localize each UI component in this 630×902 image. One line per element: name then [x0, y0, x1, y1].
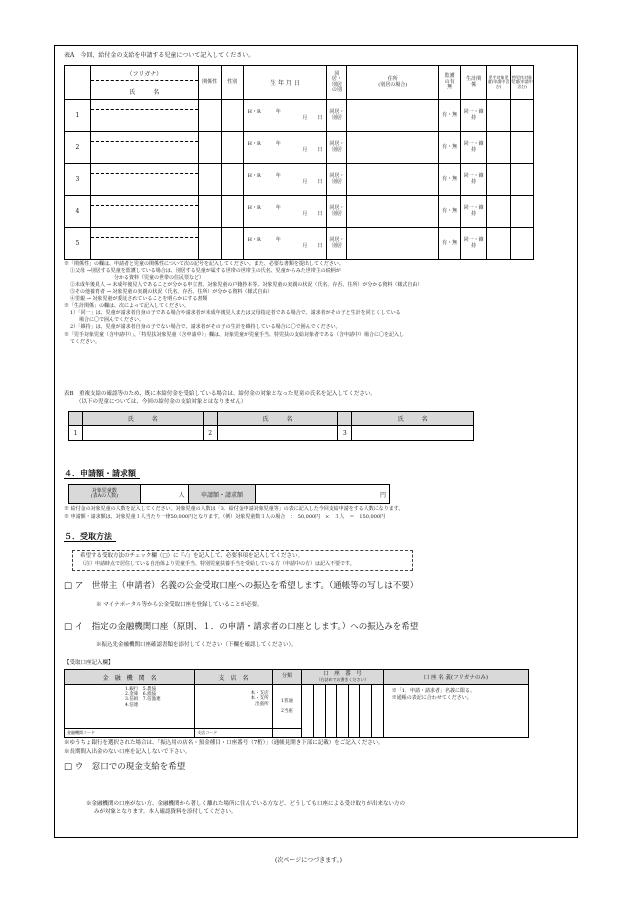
note-a-9: 2）「維持」は、児童が請求者自身の子でない場合で、請求者がその子の生計を維持している場合に〇で囲んでください。 [70, 324, 341, 330]
table-b: 氏 名 氏 名 氏 名 1 2 3 [68, 411, 474, 441]
gender-header: 性別 [221, 66, 243, 100]
bank-code-cell[interactable]: 金融機関コード [65, 729, 195, 738]
acct-digit-2[interactable] [313, 685, 325, 738]
sec5-instr1: 希望する受取方法のチェック欄（□）に『✓』を記入して、必要事項を記入してください。 [80, 553, 303, 559]
note-a-7: 1）「同一」は、児童が請求者自身の子である場合や請求者が未成年後見人または父母指定者である場合で、請求者がその子と生計を同じくしている [70, 310, 401, 316]
acct-digit-3[interactable] [325, 685, 337, 738]
option-u-checkbox[interactable]: □ ウ 窓口での現金支給を希望 [64, 762, 186, 772]
relation-header: 関係性 [198, 66, 221, 100]
option-a-note: ※ マイナポータル等から公金受取口座を登録していることが必要。 [96, 602, 263, 608]
acct-digit-1[interactable] [302, 685, 314, 738]
note-a-6: ※「生計関係」の欄は、次によって記入してください。 [64, 303, 190, 309]
acct-digit-7[interactable] [372, 685, 384, 738]
bank-account-table [64, 669, 529, 738]
count-label: 対象児童数 (表Aの人数) [69, 485, 141, 504]
table-b-name-1[interactable] [82, 426, 203, 441]
note-a-11: てください。 [70, 339, 101, 345]
option-u-note1: ※金融機関の口座がない方、金融機関から著しく離れた場所に住んでいる方など、どうしても口座による受け取りが出来ない方の [86, 801, 406, 807]
note-a-10: ※「児手対象児童（含申請中）」、「特児扶対象児童（含申請中）」欄は、対象児童が児童手当、特児扶の支給対象者である（含申請中）場合に〇を記入し [64, 332, 405, 338]
sec4-note1: ※ 給付金の対象児童の人数を記入してください。対象児童の人数は「3．給付金申請対象児童等」の表に記入した今回支給申請をする人数になります。 [64, 506, 404, 512]
name-header: 氏 名 [129, 89, 160, 96]
address-header: 住所 (別居の場合) [347, 66, 439, 100]
col-b-header: 特児扶対象児童(申請中含む) [510, 66, 533, 100]
option-i-note: ※振込先金融機関口座確認書類を添付してください（下欄を確認してください）。 [96, 642, 297, 648]
birth-header: 生 年 月 日 [243, 66, 327, 100]
note-a-0: ※「関係性」の欄は、申請者と児童の関係性について次の記号を記入してください。また、必要な書類を提出してください。 [64, 261, 344, 267]
table-a [64, 65, 534, 260]
branch-header: 支 店 名 [195, 670, 272, 685]
furigana-header: （フリガナ） [91, 69, 198, 81]
table-a-row: 2 H・R 年 月 日 同居・別居 有・無 同一・維持 [65, 132, 534, 164]
custody-header: 監護の有無 [439, 66, 461, 100]
table-a-row: 3 H・R 年 月 日 同居・別居 有・無 同一・維持 [65, 164, 534, 196]
bank-header: 金 融 機 関 名 [65, 670, 195, 685]
holder-header: 口 座 名 義(フリガナのみ) [383, 670, 528, 685]
footer-continue: (次ページにつづきます。) [275, 857, 342, 864]
bank-name-cell[interactable]: 1.銀行 5.農協 2.金庫 6.漁協 3.信組 7.信漁連 4.信連 [65, 685, 195, 729]
note-a-3: ②未成年後見人 → 未成年後見人であることが分かる申立書、対象児童の戸籍抄本等、対象児童の実親の状況（氏名、存否、住所）が分かる資料（様式自由） [70, 282, 423, 288]
livelihood-header: 生計関係 [461, 66, 487, 100]
type-header: 分類 [272, 670, 302, 685]
holder-name-cell[interactable]: ※「1．申請・請求者」名義に限る。 ※通帳の表記に合わせてください。 [383, 685, 528, 738]
bank-box-title: 【受取口座記入欄】 [64, 660, 114, 666]
sec4-amount-table [68, 484, 390, 504]
option-a-checkbox[interactable]: □ ア 世帯主（申請者）名義の公金受取口座への振込を希望します。（通帳等の写しは不要） [64, 581, 419, 591]
yucho-note: ※ゆうちょ銀行を選択された場合は、「振込用の店名・預金種目・口座番号（7桁）」（通帳見開き下部に記載）をご記入ください。 [64, 740, 384, 746]
sec4-note2: ※ 申請額・請求額は、対象児童１人当たり一律50,000円となります。（例）対象児童数３人の場合 ： 50,000円 × ３人 ＝ 150,000円 [64, 514, 386, 520]
note-a-2: 分かる資料（児童の世帯の住民票など） [114, 275, 205, 281]
acct-digit-5[interactable] [348, 685, 360, 738]
sec5-instr2: （注）申請時点で居住している自治体より児童手当、特別児童扶養手当を受給している方（申請中の方）は記入不要です。 [80, 561, 355, 567]
col-a-header: 児手対象児童(申請中含む) [487, 66, 511, 100]
table-a-row: 5 H・R 年 月 日 同居・別居 有・無 同一・維持 [65, 228, 534, 260]
table-a-row: 4 H・R 年 月 日 同居・別居 有・無 同一・維持 [65, 196, 534, 228]
table-b-name-2[interactable] [217, 426, 338, 441]
option-i-checkbox[interactable]: □ イ 指定の金融機関口座（原則、１．の申請・請求者の口座とします。）への振込みを希望 [64, 622, 419, 632]
acct-digit-6[interactable] [360, 685, 372, 738]
sec5-heading: ５．受取方法 [64, 532, 116, 542]
branch-name-cell[interactable]: 本・支店 本・支所 出張所 [195, 685, 272, 729]
acct-header: 口 座 番 号 （右詰めでお書きください） [302, 670, 383, 685]
option-u-note2: みが対象となります。本人確認資料を添付してください。 [94, 809, 237, 815]
account-type-cell[interactable]: 1普通 2当座 [272, 685, 302, 729]
amount-input[interactable]: 円 [256, 485, 390, 504]
table-b-title: 表B 重複支給の確認等のため、既に本給付金を受給している場合は、給付金の対象となった児童の氏名を記入してください。 [64, 391, 376, 397]
note-a-4: ③その他養育者 → 対象児童の実親の状況（氏名、存否、住所）が分かる資料（様式自由） [70, 289, 273, 295]
table-a-row: 1 H・R 年 月 日 同居・別居 有・無 同一・維持 [65, 100, 534, 132]
note-a-5: ④里親 → 対象児童が委託されていることを明らかにする書類 [70, 296, 208, 302]
note-a-1: ①父母 →別居する児童を監護している場合は、別居する児童が属する世帯の世帯主の氏名、児童からみた世帯主の続柄が [70, 268, 341, 274]
table-a-title: 表A 今回、給付金の支給を申請する児童について記入してください。 [64, 52, 255, 59]
count-input[interactable]: 人 [140, 485, 188, 504]
amount-label: 申請額・請求額 [188, 485, 256, 504]
branch-code-cell[interactable]: 支店コード [195, 729, 272, 738]
note-a-8: 場合に〇で囲んでください。 [79, 317, 145, 323]
dormant-note: ※長期間入出金のない口座を記入しないで下さい。 [64, 749, 191, 755]
cohab-header: 同居・別居の別 [327, 66, 347, 100]
acct-digit-4[interactable] [337, 685, 349, 738]
table-b-subtitle: （以下の児童については、今回の給付金の支給対象とはなりません） [76, 399, 247, 405]
sec4-heading: ４．申請額・請求額 [64, 469, 140, 479]
table-b-name-3[interactable] [352, 426, 474, 441]
